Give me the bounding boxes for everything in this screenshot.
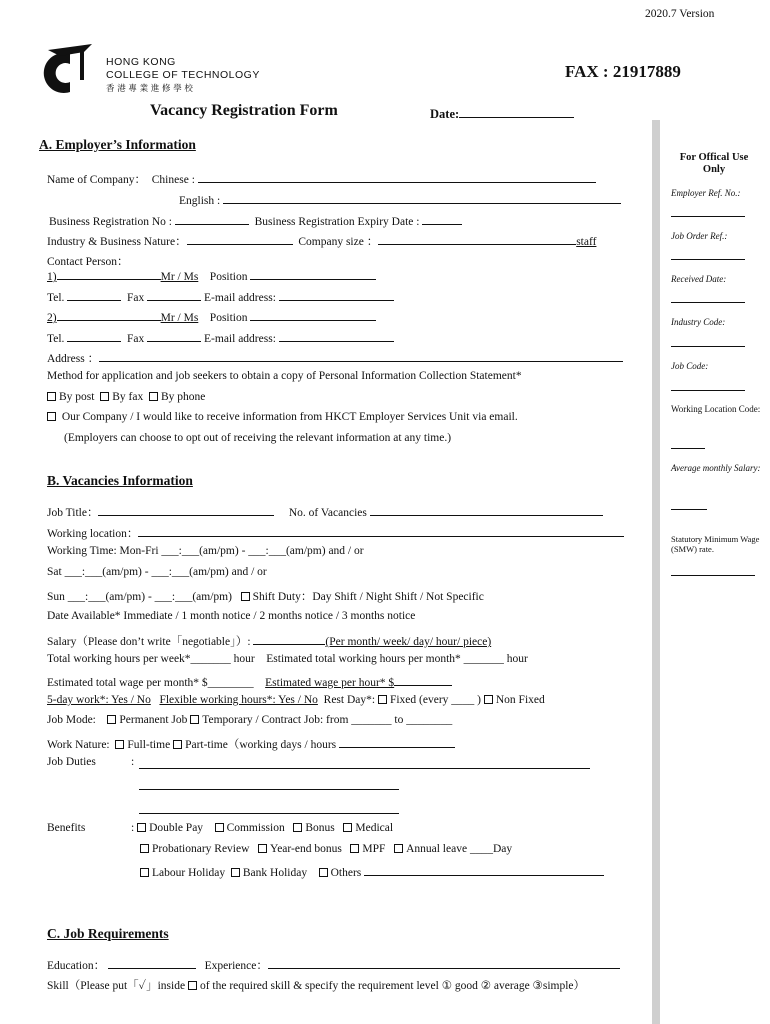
double-pay-checkbox[interactable] [137,823,146,832]
skill-row [47,977,585,993]
official-use-panel [652,120,770,1024]
contact-1-name-field[interactable] [57,267,161,280]
contact-1-mr-ms: Mr / Ms [160,271,199,283]
job-order-ref-field[interactable] [671,259,745,260]
double-pay-label: Double Pay [149,822,204,834]
company-name-label: Name of Company： [47,174,147,186]
contact-2-position-field[interactable] [250,308,376,321]
fax-number: FAX : 21917889 [565,62,681,81]
date-field[interactable] [430,105,574,122]
shift-duty-checkbox[interactable] [241,592,250,601]
br-expiry-field[interactable] [422,212,462,225]
date-available[interactable]: Date Available* Immediate / 1 month notice / 2 months notice / 3 months notice [47,610,416,622]
rest-day-label: Rest Day*: [323,694,376,706]
education-label: Education： [47,960,106,972]
bank-holiday-label: Bank Holiday [242,867,308,879]
full-time-label: Full-time [127,739,171,751]
contact-1-position-label: Position [209,271,248,283]
rest-day-non-fixed-checkbox[interactable] [484,695,493,704]
contact-1-number: 1) [47,271,57,283]
logo-line2: COLLEGE OF TECHNOLOGY [106,69,260,81]
sidebar-divider [652,120,660,1024]
contact-1-row[interactable] [47,267,376,283]
salary-row[interactable] [47,632,491,649]
total-hours-week[interactable]: Total working hours per week*_______ hour [47,653,255,665]
benefits-row-3 [140,863,604,879]
version-label: 2020.7 Version [645,8,715,20]
job-duties-colon: : [131,756,135,768]
mpf-checkbox[interactable] [350,844,359,853]
commission-label: Commission [226,822,285,834]
job-code-field[interactable] [671,390,745,391]
probationary-label: Probationary Review [152,843,250,855]
receive-info-row [47,411,518,423]
industry-code-field[interactable] [671,346,745,347]
by-fax-label: By fax [112,391,144,403]
others-label: Others [330,867,362,879]
br-no-field[interactable] [175,212,249,225]
salary-label: Salary（Please don’t write「negotiable」）: [47,636,251,648]
working-location-label: Working location： [47,528,139,540]
five-day-work[interactable]: 5-day work*: Yes / No [47,694,151,706]
chinese-label: Chinese : [151,174,195,186]
company-size-field[interactable] [378,232,576,245]
received-date-field[interactable] [671,302,745,303]
job-duties-line-2[interactable] [139,777,399,790]
bonus-checkbox[interactable] [293,823,302,832]
contact-1-email-label: E-mail address: [204,292,276,304]
avg-salary-field[interactable] [671,509,707,510]
contact-1-fax-label: Fax [127,292,145,304]
job-mode-label: Job Mode: [47,714,96,726]
contact-1-position-field[interactable] [250,267,376,280]
address-label: Address ： [47,353,100,365]
contact-1-fax-field[interactable] [147,288,201,301]
contact-2-email-field[interactable] [279,329,394,342]
others-field[interactable] [364,863,604,876]
working-time-sun-row [47,588,484,604]
full-time-checkbox[interactable] [115,740,124,749]
opt-out-note: (Employers can choose to opt out of receiving the relevant information at any time.) [64,432,452,444]
experience-field[interactable] [268,956,620,969]
industry-code-label: Industry Code: [671,317,726,327]
working-time-sat[interactable]: Sat ___:___(am/pm) - ___:___(am/pm) and / or [47,566,267,578]
job-order-ref-label: Job Order Ref.: [671,231,728,241]
br-no-label: Business Registration No : [49,216,172,228]
company-name-row[interactable] [47,170,596,187]
industry-row[interactable] [47,232,596,249]
labour-holiday-label: Labour Holiday [152,867,226,879]
by-post-checkbox[interactable] [47,392,56,401]
job-title-label: Job Title： [47,507,99,519]
contact-2-mr-ms: Mr / Ms [160,312,199,324]
shift-duty-label: Shift Duty：Day Shift / Night Shift / Not Specific [252,591,484,603]
method-options [47,391,205,403]
company-english-row[interactable] [179,191,621,207]
logo-line1: HONG KONG [106,56,176,68]
year-end-checkbox[interactable] [258,844,267,853]
working-location-field[interactable] [138,524,624,537]
probationary-checkbox[interactable] [140,844,149,853]
hkct-logo-icon [40,42,96,105]
salary-per-label: (Per month/ week/ day/ hour/ piece) [325,636,492,648]
method-label: Method for application and job seekers to obtain a copy of Personal Information Collection Statement* [47,370,522,382]
labour-holiday-checkbox[interactable] [140,868,149,877]
job-mode-row [47,714,452,726]
working-location-code-label: Working Location Code: [671,404,761,414]
flexible-hours[interactable]: Flexible working hours*: Yes / No [159,694,318,706]
job-duties-line-1[interactable] [139,756,590,769]
working-location-row[interactable] [47,524,624,541]
temporary-checkbox[interactable] [190,715,199,724]
receive-info-label: Our Company / I would like to receive information from HKCT Employer Services Unit via email. [61,411,518,423]
address-row[interactable] [47,349,623,366]
section-a-heading: A. Employer’s Information [39,137,196,152]
benefits-label: Benefits [47,822,86,834]
permanent-checkbox[interactable] [107,715,116,724]
section-c-heading: C. Job Requirements [47,926,169,941]
skill-label: Skill（Please put「✓」inside [47,980,186,992]
job-title-field[interactable] [98,503,274,516]
benefits-colon: : [131,822,135,834]
by-fax-checkbox[interactable] [100,392,109,401]
education-field[interactable] [108,956,196,969]
rest-day-fixed-label: Fixed (every ____ ) [389,694,481,706]
work-pattern-row [47,694,545,706]
employer-ref-label: Employer Ref. No.: [671,188,741,198]
contact-2-row[interactable] [47,308,376,324]
address-field[interactable] [99,349,623,362]
form-title: Vacancy Registration Form [150,102,338,119]
salary-field[interactable] [253,632,325,645]
contact-1-tel-row[interactable] [47,288,394,304]
company-size-label: Company size ： [298,236,379,248]
contact-2-position-label: Position [209,312,248,324]
contact-2-tel-label: Tel. [47,333,65,345]
annual-leave-checkbox[interactable] [394,844,403,853]
avg-salary-label: Average monthly Salary: [671,463,761,473]
experience-label: Experience： [204,960,268,972]
contact-2-number: 2) [47,312,57,324]
contact-1-tel-label: Tel. [47,292,65,304]
commission-checkbox[interactable] [215,823,224,832]
others-checkbox[interactable] [319,868,328,877]
bank-holiday-checkbox[interactable] [231,868,240,877]
contact-label: Contact Person： [47,256,129,268]
bonus-label: Bonus [305,822,335,834]
hours-row[interactable] [47,653,528,665]
br-row[interactable] [49,212,462,228]
contact-2-fax-field[interactable] [147,329,201,342]
annual-leave-label: Annual leave ____Day [406,843,513,855]
date-label: Date: [430,107,460,121]
contact-2-tel-field[interactable] [67,329,121,342]
part-time-field[interactable] [339,735,455,748]
part-time-checkbox[interactable] [173,740,182,749]
staff-label: staff [576,236,597,248]
part-time-label: Part-time（working days / hours [185,739,337,751]
receive-info-checkbox[interactable] [47,412,56,421]
medical-label: Medical [355,822,394,834]
benefits-row-1 [131,822,393,834]
section-b-heading: B. Vacancies Information [47,473,193,488]
work-nature-row [47,735,455,752]
temporary-label: Temporary / Contract Job: from _______ to ________ [202,714,453,726]
skill-rest-label: of the required skill & specify the requirement level ① good ② average ③simple） [199,980,586,992]
benefits-row-2 [140,843,512,855]
by-phone-label: By phone [160,391,206,403]
logo-chinese: 香 港 專 業 進 修 學 校 [106,84,193,94]
job-duties-line-3[interactable] [139,801,399,814]
year-end-label: Year-end bonus [270,843,342,855]
wage-row[interactable] [47,673,452,689]
industry-label: Industry & Business Nature： [47,236,187,248]
education-row[interactable] [47,956,620,973]
received-date-label: Received Date: [671,274,727,284]
skill-checkbox[interactable] [188,981,197,990]
company-english-field[interactable] [223,191,621,204]
total-hours-month[interactable]: Estimated total working hours per month* _______ hour [266,653,528,665]
rest-day-non-fixed-label: Non Fixed [495,694,545,706]
smw-field[interactable] [671,575,755,576]
english-label: English : [179,195,221,207]
employer-ref-field[interactable] [671,216,745,217]
wage-month[interactable]: Estimated total wage per month* $________ [47,677,254,689]
working-time-weekday[interactable]: Working Time: Mon-Fri ___:___(am/pm) - ___:___(am/pm) and / or [47,545,364,557]
official-use-heading: For Offical Use Only [679,152,749,175]
br-expiry-label: Business Registration Expiry Date : [254,216,420,228]
mpf-label: MPF [362,843,386,855]
work-nature-label: Work Nature: [47,739,110,751]
rest-day-fixed-checkbox[interactable] [378,695,387,704]
no-vacancies-label: No. of Vacancies [288,507,367,519]
working-location-code-field[interactable] [671,448,705,449]
contact-2-name-field[interactable] [57,308,161,321]
by-post-label: By post [59,391,95,403]
no-vacancies-field[interactable] [370,503,603,516]
contact-2-tel-row[interactable] [47,329,394,345]
job-title-row[interactable] [47,503,603,520]
industry-field[interactable] [187,232,293,245]
contact-2-email-label: E-mail address: [204,333,276,345]
smw-label: Statutory Minimum Wage (SMW) rate. [671,534,760,554]
by-phone-checkbox[interactable] [149,392,158,401]
medical-checkbox[interactable] [343,823,352,832]
wage-hour[interactable]: Estimated wage per hour* $ [265,677,395,689]
contact-1-email-field[interactable] [279,288,394,301]
permanent-label: Permanent Job [119,714,188,726]
job-code-label: Job Code: [671,361,709,371]
company-chinese-field[interactable] [198,170,596,183]
working-time-sun[interactable]: Sun ___:___(am/pm) - ___:___(am/pm) [47,591,232,603]
contact-2-fax-label: Fax [127,333,145,345]
job-duties-label: Job Duties [47,756,96,768]
contact-1-tel-field[interactable] [67,288,121,301]
